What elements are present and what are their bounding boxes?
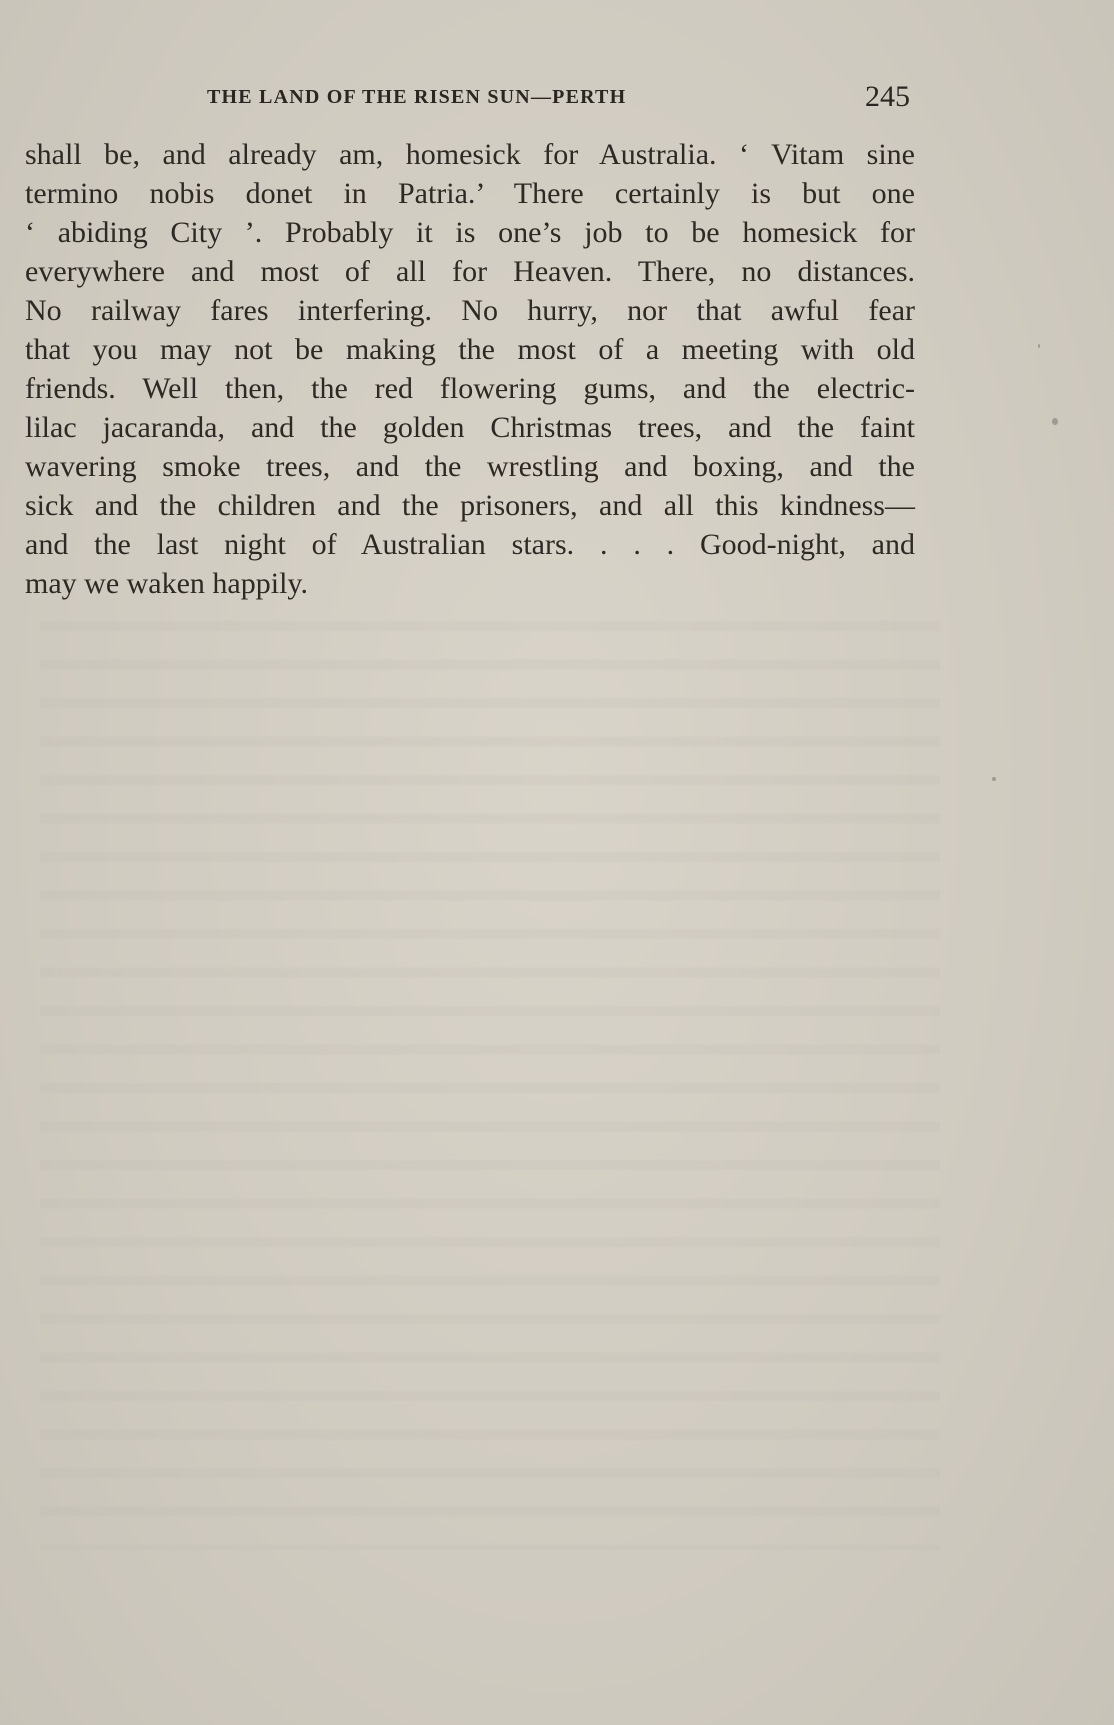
text-line: everywhere and most of all for Heaven. There, no distances. (25, 255, 915, 288)
text-line: No railway fares interfering. No hurry, nor that awful fear (25, 294, 915, 327)
text-line: lilac jacaranda, and the golden Christmas trees, and the faint (25, 411, 915, 444)
text-line: wavering smoke trees, and the wrestling and boxing, and the (25, 450, 915, 483)
page-number: 245 (865, 80, 910, 113)
running-head: THE LAND OF THE RISEN SUN—PERTH (207, 86, 627, 108)
text-line: friends. Well then, the red flowering gums, and the electric- (25, 372, 915, 405)
text-line: sick and the children and the prisoners, and all this kindness— (25, 489, 915, 522)
body-paragraph (25, 135, 915, 603)
paper-speck (1052, 418, 1058, 425)
bleed-through-texture (40, 600, 940, 1550)
text-line: and the last night of Australian stars. . . . Good-night, and (25, 528, 915, 561)
text-line: that you may not be making the most of a meeting with old (25, 333, 915, 366)
paper-speck (1038, 344, 1040, 348)
paper-speck (992, 777, 996, 781)
page-header (0, 80, 1114, 120)
text-line: ‘ abiding City ’. Probably it is one’s job to be homesick for (25, 216, 915, 249)
text-line: shall be, and already am, homesick for Australia. ‘ Vitam sine (25, 138, 915, 171)
text-line: termino nobis donet in Patria.’ There certainly is but one (25, 177, 915, 210)
text-line: may we waken happily. (25, 567, 308, 600)
